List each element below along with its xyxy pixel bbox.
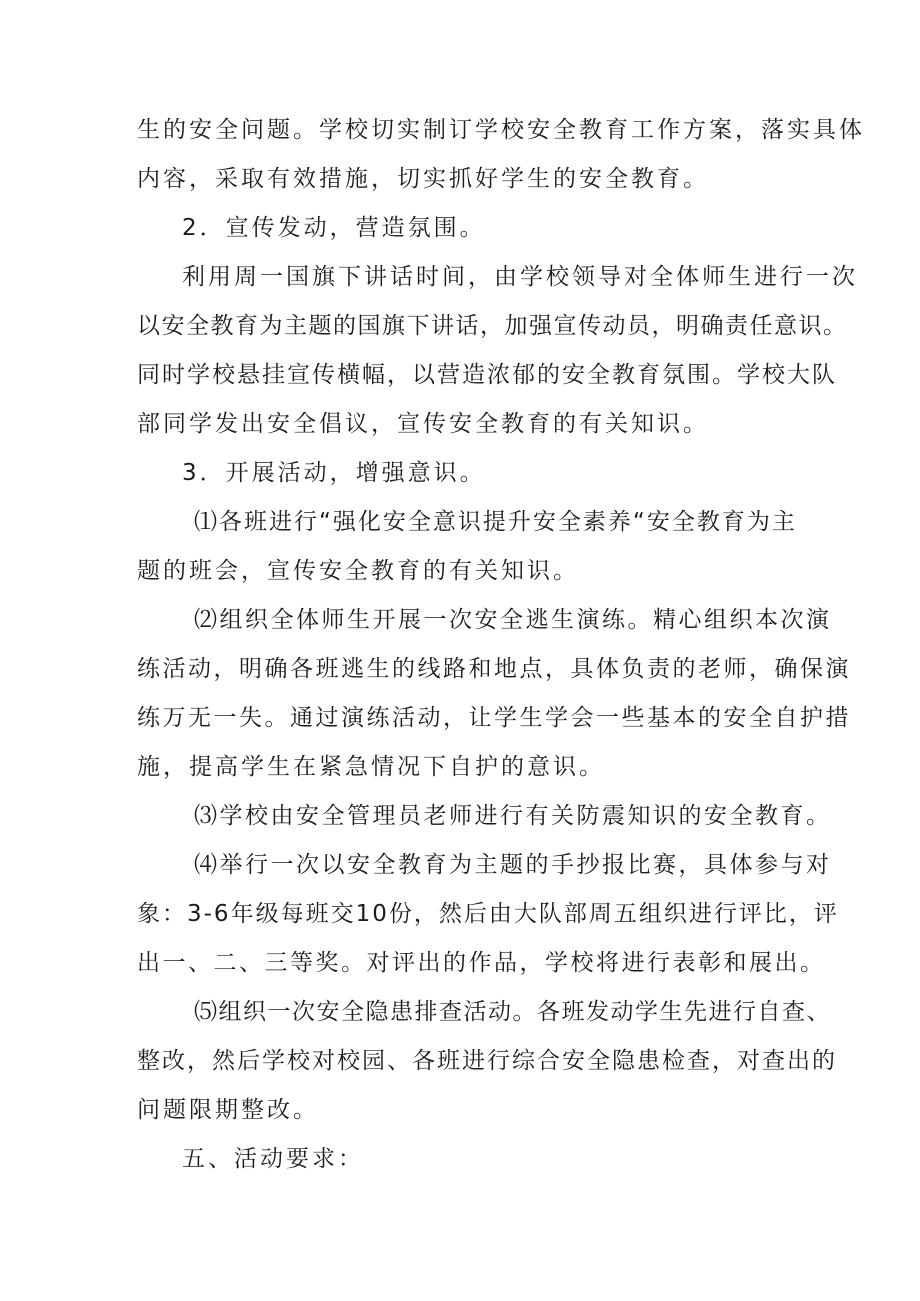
paragraph-line: 以安全教育为主题的国旗下讲话，加强宣传动员，明确责任意识。: [137, 313, 848, 339]
paragraph-line: 生的安全问题。学校切实制订学校安全教育工作方案，落实具体: [137, 117, 865, 143]
list-item-line: ⑷举行一次以安全教育为主题的手抄报比赛，具体参与对: [194, 852, 832, 878]
section-heading: 2．宣传发动，营造氛围。: [182, 215, 486, 241]
section-heading: 3．开展活动，增强意识。: [182, 460, 486, 486]
paragraph-line: 内容，采取有效措施，切实抓好学生的安全教育。: [137, 166, 709, 192]
list-item-line: 练万无一失。通过演练活动，让学生学会一些基本的安全自护措: [137, 705, 851, 731]
list-item-line: 整改，然后学校对校园、各班进行综合安全隐患检查，对查出的: [137, 1048, 837, 1074]
paragraph-line: 利用周一国旗下讲话时间，由学校领导对全体师生进行一次: [182, 264, 858, 290]
list-item-line: ⑸组织一次安全隐患排查活动。各班发动学生先进行自查、: [194, 999, 831, 1025]
list-item-line: 练活动，明确各班逃生的线路和地点，具体负责的老师，确保演: [137, 656, 851, 682]
list-item-line: ⑴各班进行“强化安全意识提升安全素养“安全教育为主: [194, 509, 797, 535]
list-item-line: ⑵组织全体师生开展一次安全逃生演练。精心组织本次演: [194, 607, 832, 633]
list-item-line: 题的班会，宣传安全教育的有关知识。: [137, 558, 579, 584]
list-item-line: 施，提高学生在紧急情况下自护的意识。: [137, 754, 605, 780]
paragraph-line: 同时学校悬挂宣传横幅，以营造浓郁的安全教育氛围。学校大队: [137, 362, 837, 388]
list-item-line: 出一、二、三等奖。对评出的作品，学校将进行表彰和展出。: [137, 950, 826, 976]
list-item-line: 象：3-6年级每班交10份，然后由大队部周五组织进行评比，评: [137, 901, 839, 927]
section-heading: 五、活动要求：: [182, 1146, 364, 1172]
list-item-line: 问题限期整改。: [137, 1097, 319, 1123]
list-item-line: ⑶学校由安全管理员老师进行有关防震知识的安全教育。: [194, 803, 832, 829]
paragraph-line: 部同学发出安全倡议，宣传安全教育的有关知识。: [137, 411, 709, 437]
